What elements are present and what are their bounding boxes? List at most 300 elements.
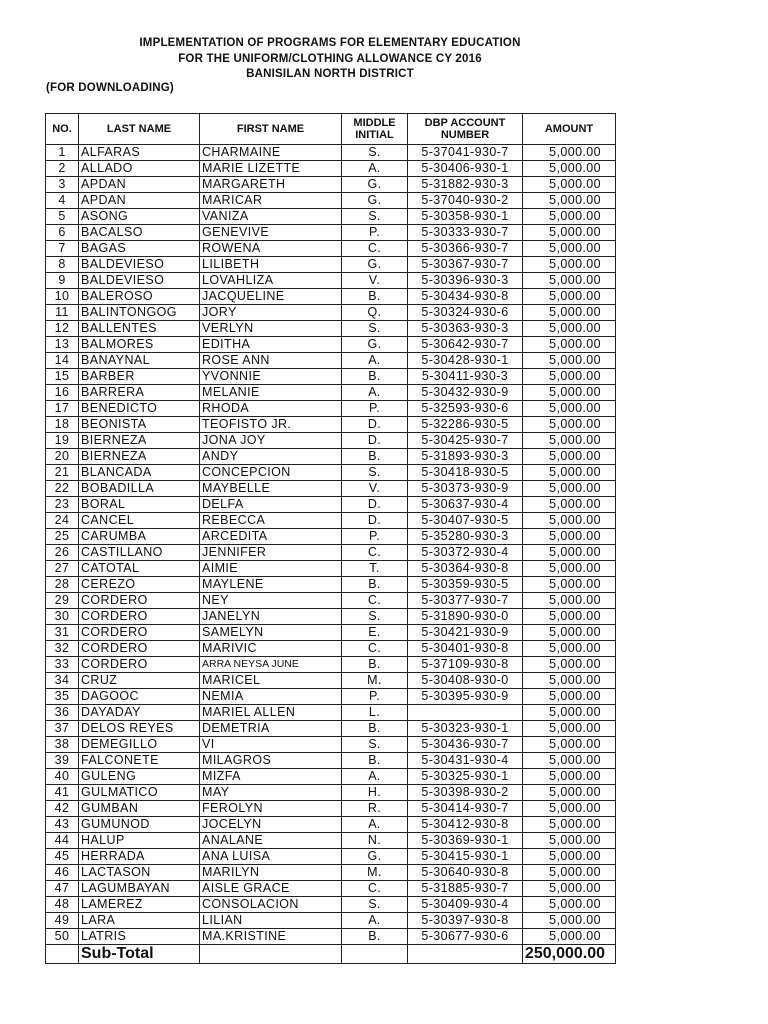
middle-initial-cell: G. [342,193,408,209]
table-row [46,609,616,625]
amount-cell: 5,000.00 [523,369,616,385]
middle-initial-cell: V. [342,481,408,497]
row-number: 16 [46,385,79,401]
amount-cell: 5,000.00 [523,929,616,945]
amount-cell: 5,000.00 [523,673,616,689]
first-name-cell: ARCEDITA [200,529,342,545]
last-name-cell: CRUZ [79,673,200,689]
account-number-cell: 5-30431-930-4 [408,753,523,769]
row-number: 2 [46,161,79,177]
first-name-cell: MAYBELLE [200,481,342,497]
first-name-cell: MILAGROS [200,753,342,769]
last-name-cell: BANAYNAL [79,353,200,369]
first-name-cell: MARILYN [200,865,342,881]
first-name-cell: SAMELYN [200,625,342,641]
table-row [46,433,616,449]
table-header [46,114,616,145]
last-name-cell: LARA [79,913,200,929]
first-name-cell: FEROLYN [200,801,342,817]
first-name-cell: MAYLENE [200,577,342,593]
table-row [46,849,616,865]
row-number: 33 [46,657,79,673]
table-row [46,273,616,289]
amount-cell: 5,000.00 [523,385,616,401]
account-number-cell: 5-30414-930-7 [408,801,523,817]
account-number-cell: 5-31882-930-3 [408,177,523,193]
amount-cell: 5,000.00 [523,449,616,465]
row-number: 40 [46,769,79,785]
first-name-cell: MARICAR [200,193,342,209]
middle-initial-cell: D. [342,417,408,433]
amount-cell: 5,000.00 [523,737,616,753]
middle-initial-cell: P. [342,401,408,417]
col-header-dbp-account: DBP ACCOUNT NUMBER [408,114,523,145]
last-name-cell: BALINTONGOG [79,305,200,321]
table-row [46,785,616,801]
middle-initial-cell: G. [342,849,408,865]
middle-initial-cell: G. [342,337,408,353]
last-name-cell: BOBADILLA [79,481,200,497]
table-row [46,209,616,225]
middle-initial-cell: S. [342,737,408,753]
account-number-cell: 5-30396-930-3 [408,273,523,289]
account-number-cell: 5-32593-930-6 [408,401,523,417]
row-number: 1 [46,145,79,161]
amount-cell: 5,000.00 [523,625,616,641]
last-name-cell: CANCEL [79,513,200,529]
amount-cell: 5,000.00 [523,705,616,721]
row-number: 18 [46,417,79,433]
table-row [46,465,616,481]
amount-cell: 5,000.00 [523,849,616,865]
account-number-cell: 5-30366-930-7 [408,241,523,257]
row-number: 19 [46,433,79,449]
table-row [46,385,616,401]
last-name-cell: BACALSO [79,225,200,241]
first-name-cell: LILIAN [200,913,342,929]
middle-initial-cell: S. [342,609,408,625]
middle-initial-cell: B. [342,577,408,593]
account-number-cell: 5-30395-930-9 [408,689,523,705]
first-name-cell: ANDY [200,449,342,465]
last-name-cell: HERRADA [79,849,200,865]
first-name-cell: MA.KRISTINE [200,929,342,945]
account-number-cell: 5-30358-930-1 [408,209,523,225]
last-name-cell: BALEROSO [79,289,200,305]
table-row [46,641,616,657]
middle-initial-cell: E. [342,625,408,641]
last-name-cell: APDAN [79,193,200,209]
last-name-cell: GULENG [79,769,200,785]
amount-cell: 5,000.00 [523,497,616,513]
last-name-cell: DAGOOC [79,689,200,705]
account-number-cell: 5-30415-930-1 [408,849,523,865]
account-number-cell: 5-30428-930-1 [408,353,523,369]
row-number: 7 [46,241,79,257]
table-row [46,417,616,433]
document-header [0,36,660,83]
middle-initial-cell: C. [342,881,408,897]
middle-initial-cell: A. [342,817,408,833]
middle-initial-cell: S. [342,897,408,913]
subtotal-row [46,945,616,964]
last-name-cell: DAYADAY [79,705,200,721]
amount-cell: 5,000.00 [523,417,616,433]
middle-initial-cell: S. [342,321,408,337]
last-name-cell: CORDERO [79,641,200,657]
amount-cell: 5,000.00 [523,577,616,593]
last-name-cell: APDAN [79,177,200,193]
middle-initial-cell: M. [342,673,408,689]
row-number: 41 [46,785,79,801]
last-name-cell: CORDERO [79,657,200,673]
table-row [46,929,616,945]
first-name-cell: YVONNIE [200,369,342,385]
first-name-cell: CONSOLACION [200,897,342,913]
last-name-cell: BIERNEZA [79,433,200,449]
account-number-cell: 5-30406-930-1 [408,161,523,177]
col-header-no: NO. [46,114,79,145]
table-row [46,913,616,929]
row-number: 42 [46,801,79,817]
middle-initial-cell: R. [342,801,408,817]
first-name-cell: VI [200,737,342,753]
last-name-cell: BALMORES [79,337,200,353]
amount-cell: 5,000.00 [523,145,616,161]
last-name-cell: CORDERO [79,593,200,609]
last-name-cell: BENEDICTO [79,401,200,417]
download-note: (FOR DOWNLOADING) [46,82,174,94]
subtotal-amount: 250,000.00 [523,945,616,964]
account-number-cell [408,705,523,721]
account-number-cell: 5-30364-930-8 [408,561,523,577]
last-name-cell: BAGAS [79,241,200,257]
middle-initial-cell: N. [342,833,408,849]
table-row [46,577,616,593]
row-number: 11 [46,305,79,321]
account-number-cell: 5-30372-930-4 [408,545,523,561]
account-number-cell: 5-30425-930-7 [408,433,523,449]
middle-initial-cell: H. [342,785,408,801]
last-name-cell: BARRERA [79,385,200,401]
account-number-cell: 5-30333-930-7 [408,225,523,241]
row-number: 38 [46,737,79,753]
table-row [46,369,616,385]
last-name-cell: BALLENTES [79,321,200,337]
amount-cell: 5,000.00 [523,321,616,337]
middle-initial-cell: S. [342,209,408,225]
table-row [46,481,616,497]
table-row [46,257,616,273]
row-number: 36 [46,705,79,721]
last-name-cell: BIERNEZA [79,449,200,465]
amount-cell: 5,000.00 [523,273,616,289]
row-number: 4 [46,193,79,209]
amount-cell: 5,000.00 [523,817,616,833]
amount-cell: 5,000.00 [523,769,616,785]
row-number: 17 [46,401,79,417]
middle-initial-cell: G. [342,177,408,193]
title-line-2: FOR THE UNIFORM/CLOTHING ALLOWANCE CY 2016 [178,52,482,65]
table-row [46,177,616,193]
table-row [46,321,616,337]
last-name-cell: BORAL [79,497,200,513]
table-row [46,769,616,785]
row-number: 45 [46,849,79,865]
first-name-cell: GENEVIVE [200,225,342,241]
account-number-cell: 5-30325-930-1 [408,769,523,785]
row-number: 32 [46,641,79,657]
amount-cell: 5,000.00 [523,193,616,209]
account-number-cell: 5-30397-930-8 [408,913,523,929]
amount-cell: 5,000.00 [523,753,616,769]
row-number: 30 [46,609,79,625]
amount-cell: 5,000.00 [523,289,616,305]
amount-cell: 5,000.00 [523,881,616,897]
account-number-cell: 5-30373-930-9 [408,481,523,497]
first-name-cell: LOVAHLIZA [200,273,342,289]
last-name-cell: HALUP [79,833,200,849]
middle-initial-cell: D. [342,433,408,449]
first-name-cell: JENNIFER [200,545,342,561]
account-number-cell: 5-30409-930-4 [408,897,523,913]
account-number-cell: 5-30324-930-6 [408,305,523,321]
middle-initial-cell: B. [342,929,408,945]
middle-initial-cell: A. [342,353,408,369]
first-name-cell: CONCEPCION [200,465,342,481]
row-number: 10 [46,289,79,305]
last-name-cell: BEONISTA [79,417,200,433]
title-line-1: IMPLEMENTATION OF PROGRAMS FOR ELEMENTARY EDUCATION [139,37,521,49]
account-number-cell: 5-30398-930-2 [408,785,523,801]
table-row [46,225,616,241]
table-row [46,625,616,641]
table-row [46,513,616,529]
table-row [46,305,616,321]
middle-initial-cell: P. [342,529,408,545]
middle-initial-cell: V. [342,273,408,289]
account-number-cell: 5-30367-930-7 [408,257,523,273]
amount-cell: 5,000.00 [523,225,616,241]
amount-cell: 5,000.00 [523,897,616,913]
middle-initial-cell: B. [342,753,408,769]
last-name-cell: ALFARAS [79,145,200,161]
middle-initial-cell: P. [342,689,408,705]
row-number: 37 [46,721,79,737]
subtotal-empty-cell [408,945,523,964]
account-number-cell: 5-31890-930-0 [408,609,523,625]
first-name-cell: NEMIA [200,689,342,705]
middle-initial-cell: C. [342,593,408,609]
table-row [46,801,616,817]
row-number: 6 [46,225,79,241]
first-name-cell: DEMETRIA [200,721,342,737]
row-number: 43 [46,817,79,833]
account-number-cell: 5-30363-930-3 [408,321,523,337]
col-header-amount: AMOUNT [523,114,616,145]
table-row [46,897,616,913]
middle-initial-cell: A. [342,161,408,177]
first-name-cell: RHODA [200,401,342,417]
amount-cell: 5,000.00 [523,337,616,353]
table-row [46,833,616,849]
amount-cell: 5,000.00 [523,785,616,801]
amount-cell: 5,000.00 [523,657,616,673]
table-row [46,497,616,513]
amount-cell: 5,000.00 [523,257,616,273]
middle-initial-cell: B. [342,449,408,465]
table-row [46,449,616,465]
account-number-cell: 5-30377-930-7 [408,593,523,609]
first-name-cell: JOCELYN [200,817,342,833]
account-number-cell: 5-30421-930-9 [408,625,523,641]
row-number: 47 [46,881,79,897]
row-number: 9 [46,273,79,289]
first-name-cell: JONA JOY [200,433,342,449]
amount-cell: 5,000.00 [523,721,616,737]
middle-initial-cell: A. [342,385,408,401]
subtotal-empty-cell [200,945,342,964]
amount-cell: 5,000.00 [523,801,616,817]
account-number-cell: 5-30418-930-5 [408,465,523,481]
row-number: 20 [46,449,79,465]
amount-cell: 5,000.00 [523,513,616,529]
row-number: 46 [46,865,79,881]
amount-cell: 5,000.00 [523,401,616,417]
first-name-cell: NEY [200,593,342,609]
table-body [46,145,616,945]
last-name-cell: ASONG [79,209,200,225]
row-number: 31 [46,625,79,641]
table-row [46,545,616,561]
middle-initial-cell: Q. [342,305,408,321]
amount-cell: 5,000.00 [523,465,616,481]
last-name-cell: CARUMBA [79,529,200,545]
last-name-cell: GUMUNOD [79,817,200,833]
subtotal-no-cell [46,945,79,964]
first-name-cell: TEOFISTO JR. [200,417,342,433]
last-name-cell: GUMBAN [79,801,200,817]
table-row [46,705,616,721]
last-name-cell: BARBER [79,369,200,385]
middle-initial-cell: C. [342,545,408,561]
account-number-cell: 5-30323-930-1 [408,721,523,737]
row-number: 12 [46,321,79,337]
account-number-cell: 5-30401-930-8 [408,641,523,657]
row-number: 35 [46,689,79,705]
last-name-cell: DELOS REYES [79,721,200,737]
amount-cell: 5,000.00 [523,241,616,257]
table-row [46,721,616,737]
account-number-cell: 5-30640-930-8 [408,865,523,881]
first-name-cell: MARIEL ALLEN [200,705,342,721]
first-name-cell: LILIBETH [200,257,342,273]
account-number-cell: 5-30677-930-6 [408,929,523,945]
account-number-cell: 5-30408-930-0 [408,673,523,689]
last-name-cell: GULMATICO [79,785,200,801]
last-name-cell: CORDERO [79,609,200,625]
col-header-middle-initial: MIDDLE INITIAL [342,114,408,145]
first-name-cell: MARGARETH [200,177,342,193]
amount-cell: 5,000.00 [523,545,616,561]
amount-cell: 5,000.00 [523,865,616,881]
row-number: 14 [46,353,79,369]
subtotal-empty-cell [342,945,408,964]
col-header-last-name: LAST NAME [79,114,200,145]
last-name-cell: CORDERO [79,625,200,641]
account-number-cell: 5-37109-930-8 [408,657,523,673]
first-name-cell: AISLE GRACE [200,881,342,897]
account-number-cell: 5-30637-930-4 [408,497,523,513]
row-number: 3 [46,177,79,193]
table-row [46,593,616,609]
table-row [46,689,616,705]
amount-cell: 5,000.00 [523,209,616,225]
table-row [46,657,616,673]
account-number-cell: 5-30434-930-8 [408,289,523,305]
middle-initial-cell: B. [342,657,408,673]
account-number-cell: 5-37040-930-2 [408,193,523,209]
last-name-cell: LATRIS [79,929,200,945]
table-row [46,241,616,257]
last-name-cell: CASTILLANO [79,545,200,561]
last-name-cell: LACTASON [79,865,200,881]
first-name-cell: MARIVIC [200,641,342,657]
amount-cell: 5,000.00 [523,353,616,369]
last-name-cell: LAMEREZ [79,897,200,913]
last-name-cell: BLANCADA [79,465,200,481]
first-name-cell: MAY [200,785,342,801]
middle-initial-cell: D. [342,497,408,513]
first-name-cell: ROWENA [200,241,342,257]
account-number-cell: 5-30432-930-9 [408,385,523,401]
middle-initial-cell: C. [342,641,408,657]
amount-cell: 5,000.00 [523,913,616,929]
header-row [46,114,616,145]
table-row [46,337,616,353]
row-number: 26 [46,545,79,561]
table-row [46,289,616,305]
last-name-cell: LAGUMBAYAN [79,881,200,897]
first-name-cell: REBECCA [200,513,342,529]
table-row [46,561,616,577]
first-name-cell: CHARMAINE [200,145,342,161]
first-name-cell: JACQUELINE [200,289,342,305]
middle-initial-cell: M. [342,865,408,881]
middle-initial-cell: A. [342,913,408,929]
middle-initial-cell: D. [342,513,408,529]
account-number-cell: 5-31885-930-7 [408,881,523,897]
row-number: 25 [46,529,79,545]
table-row [46,673,616,689]
row-number: 29 [46,593,79,609]
row-number: 13 [46,337,79,353]
amount-cell: 5,000.00 [523,609,616,625]
row-number: 27 [46,561,79,577]
col-header-first-name: FIRST NAME [200,114,342,145]
middle-initial-cell: S. [342,145,408,161]
last-name-cell: FALCONETE [79,753,200,769]
last-name-cell: BALDEVIESO [79,273,200,289]
row-number: 23 [46,497,79,513]
account-number-cell: 5-30412-930-8 [408,817,523,833]
account-number-cell: 5-30369-930-1 [408,833,523,849]
table-row [46,865,616,881]
table-row [46,145,616,161]
row-number: 8 [46,257,79,273]
middle-initial-cell: T. [342,561,408,577]
table-row [46,401,616,417]
